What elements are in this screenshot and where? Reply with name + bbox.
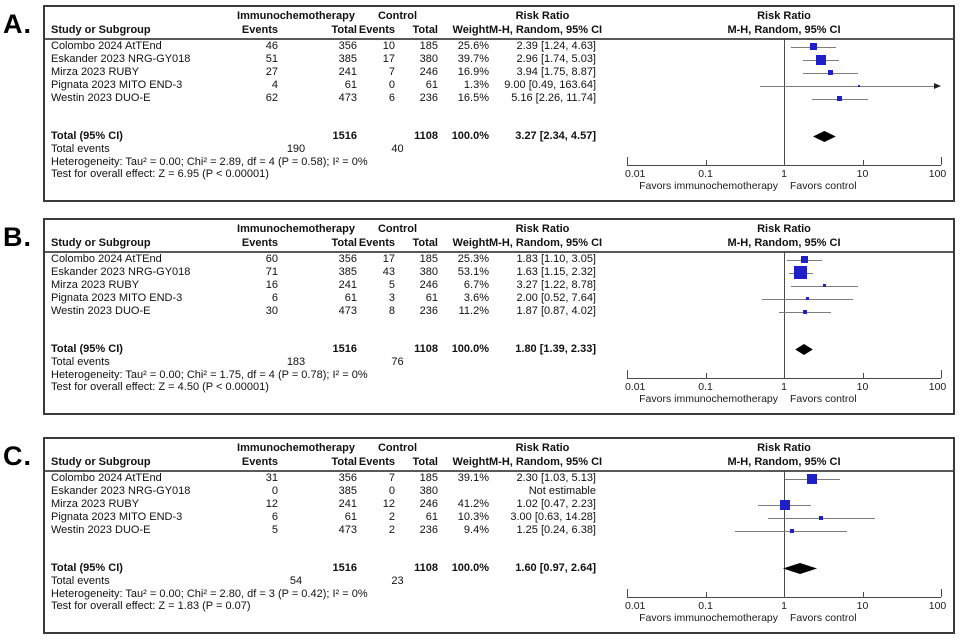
total1-cell: 473 bbox=[338, 92, 357, 104]
panel-label: B. bbox=[3, 222, 32, 252]
ci-text-cell: 3.94 [1.75, 8.87] bbox=[516, 66, 596, 78]
x-axis-line bbox=[627, 165, 941, 166]
total2-cell: 61 bbox=[425, 79, 438, 91]
total2-cell: 185 bbox=[419, 253, 438, 265]
weight-cell: 41.2% bbox=[457, 498, 489, 510]
forest-marker bbox=[780, 500, 790, 510]
total2-cell: 246 bbox=[419, 66, 438, 78]
axis-tick bbox=[863, 160, 864, 165]
weight-cell bbox=[438, 485, 489, 498]
axis-tick bbox=[863, 592, 864, 597]
events1-cell: 6 bbox=[271, 292, 278, 304]
plot-risk-ratio-header: Risk Ratio bbox=[757, 442, 811, 454]
forest-marker bbox=[858, 85, 860, 87]
total1-cell: 241 bbox=[338, 66, 357, 78]
total-label: Total (95% CI) bbox=[51, 130, 123, 142]
column-group-immunochemotherapy: Immunochemotherapy bbox=[237, 223, 355, 235]
column-events1-label: Events bbox=[241, 237, 278, 249]
total2-cell: 380 bbox=[419, 53, 438, 65]
study-name: Mirza 2023 RUBY bbox=[51, 66, 140, 78]
total1-cell: 356 bbox=[338, 40, 357, 52]
column-group-immunochemotherapy: Immunochemotherapy bbox=[237, 442, 355, 454]
total-n2: 1108 bbox=[414, 562, 438, 574]
column-total1-label: Total bbox=[331, 24, 357, 36]
total2-cell: 246 bbox=[419, 498, 438, 510]
overall-effect-text: Test for overall effect: Z = 1.83 (P = 0.07) bbox=[51, 600, 251, 612]
forest-plot-area bbox=[624, 439, 947, 632]
axis-tick-label: 1 bbox=[781, 600, 787, 612]
heterogeneity-text: Heterogeneity: Tau² = 0.00; Chi² = 2.89, df = 4 (P = 0.58); I² = 0% bbox=[51, 156, 368, 168]
study-row bbox=[51, 253, 596, 266]
axis-tick-label: 0.01 bbox=[624, 600, 646, 612]
weight-cell: 25.3% bbox=[457, 253, 489, 265]
total-ci-text: 1.60 [0.97, 2.64] bbox=[515, 562, 596, 574]
forest-marker bbox=[810, 43, 817, 50]
events1-cell: 27 bbox=[265, 66, 278, 78]
ci-arrow-right bbox=[934, 83, 941, 89]
forest-marker bbox=[837, 96, 842, 101]
forest-plot-area bbox=[624, 7, 947, 200]
summary-diamond bbox=[813, 131, 836, 142]
summary-diamond bbox=[795, 344, 813, 355]
events2-cell: 17 bbox=[382, 53, 395, 65]
events1-cell: 46 bbox=[265, 40, 278, 52]
forest-marker bbox=[816, 55, 826, 65]
ci-text-cell: 1.87 [0.87, 4.02] bbox=[516, 305, 596, 317]
axis-tick bbox=[627, 589, 628, 597]
column-total2-label: Total bbox=[412, 24, 438, 36]
total-events2-empty bbox=[357, 343, 395, 356]
study-name: Colombo 2024 AtTEnd bbox=[51, 253, 162, 265]
total2-cell: 236 bbox=[419, 305, 438, 317]
total-events-2: 40 bbox=[391, 143, 404, 155]
null-effect-line bbox=[784, 38, 785, 165]
heterogeneity-text: Heterogeneity: Tau² = 0.00; Chi² = 2.80, df = 3 (P = 0.42); I² = 0% bbox=[51, 588, 368, 600]
events2-cell: 0 bbox=[388, 79, 395, 91]
favors-left-label: Favors immunochemotherapy bbox=[639, 393, 778, 405]
study-row bbox=[51, 524, 596, 537]
events1-cell: 6 bbox=[271, 511, 278, 523]
header-group-row bbox=[51, 223, 596, 236]
ci-text-cell: 3.27 [1.22, 8.78] bbox=[516, 279, 596, 291]
total-events-1: 190 bbox=[286, 143, 306, 155]
favors-left-label: Favors immunochemotherapy bbox=[639, 180, 778, 192]
events2-cell: 43 bbox=[382, 266, 395, 278]
axis-tick bbox=[706, 160, 707, 165]
study-name: Pignata 2023 MITO END-3 bbox=[51, 79, 183, 91]
column-events1-label: Events bbox=[241, 456, 278, 468]
total1-cell: 61 bbox=[344, 511, 357, 523]
events2-cell: 8 bbox=[388, 305, 395, 317]
weight-cell: 53.1% bbox=[457, 266, 489, 278]
total-n2: 1108 bbox=[414, 343, 438, 355]
events2-cell: 10 bbox=[382, 40, 395, 52]
total-events-2: 23 bbox=[391, 575, 404, 587]
ci-text-cell: 9.00 [0.49, 163.64] bbox=[504, 79, 596, 91]
study-row bbox=[51, 292, 596, 305]
events2-cell: 6 bbox=[388, 92, 395, 104]
study-name: Eskander 2023 NRG-GY018 bbox=[51, 53, 191, 65]
total1-cell: 241 bbox=[338, 498, 357, 510]
column-method-label: M-H, Random, 95% CI bbox=[489, 237, 603, 249]
plot-method-header: M-H, Random, 95% CI bbox=[727, 237, 841, 249]
events2-cell: 0 bbox=[388, 485, 395, 497]
header-group-row bbox=[51, 442, 596, 455]
study-name: Eskander 2023 NRG-GY018 bbox=[51, 485, 191, 497]
axis-tick-label: 10 bbox=[856, 381, 869, 393]
forest-marker bbox=[819, 516, 823, 520]
total-label: Total (95% CI) bbox=[51, 343, 123, 355]
axis-tick-label: 0.01 bbox=[624, 381, 646, 393]
axis-tick-label: 100 bbox=[928, 600, 947, 612]
events1-cell: 5 bbox=[271, 524, 278, 536]
ci-text-cell: 2.00 [0.52, 7.64] bbox=[516, 292, 596, 304]
weight-cell: 16.9% bbox=[457, 66, 489, 78]
total-events-1: 54 bbox=[289, 575, 303, 587]
events2-cell: 17 bbox=[382, 253, 395, 265]
total2-cell: 236 bbox=[419, 524, 438, 536]
axis-tick bbox=[784, 592, 785, 597]
column-method-label: M-H, Random, 95% CI bbox=[489, 456, 603, 468]
total2-cell: 236 bbox=[419, 92, 438, 104]
weight-cell: 1.3% bbox=[463, 79, 489, 91]
header-spacer bbox=[51, 10, 235, 23]
total-events1-empty bbox=[235, 130, 278, 143]
study-row bbox=[51, 66, 596, 79]
axis-tick bbox=[941, 370, 942, 378]
total-events-row bbox=[51, 143, 596, 156]
total-events1-empty bbox=[235, 562, 278, 575]
total-n2: 1108 bbox=[414, 130, 438, 142]
total1-cell: 385 bbox=[338, 53, 357, 65]
total-events-2: 76 bbox=[391, 356, 404, 368]
study-row bbox=[51, 53, 596, 66]
total2-cell: 380 bbox=[419, 266, 438, 278]
forest-marker bbox=[823, 284, 826, 287]
favors-right-label: Favors control bbox=[790, 180, 857, 192]
total2-cell: 185 bbox=[419, 472, 438, 484]
plot-method-header: M-H, Random, 95% CI bbox=[727, 456, 841, 468]
column-risk-ratio-label: Risk Ratio bbox=[515, 442, 570, 454]
axis-tick bbox=[784, 373, 785, 378]
total-events2-empty bbox=[357, 130, 395, 143]
column-study-label: Study or Subgroup bbox=[51, 456, 151, 468]
study-name: Eskander 2023 NRG-GY018 bbox=[51, 266, 191, 278]
events1-cell: 62 bbox=[265, 92, 278, 104]
x-axis-line bbox=[627, 378, 941, 379]
axis-tick-label: 0.1 bbox=[698, 600, 713, 612]
total1-cell: 356 bbox=[338, 253, 357, 265]
events2-cell: 3 bbox=[388, 292, 395, 304]
axis-tick bbox=[706, 373, 707, 378]
total-n1: 1516 bbox=[332, 343, 357, 355]
ci-text-cell: 1.02 [0.47, 2.23] bbox=[516, 498, 596, 510]
events2-cell: 12 bbox=[382, 498, 395, 510]
ci-text-cell: 1.83 [1.10, 3.05] bbox=[516, 253, 596, 265]
total-n1: 1516 bbox=[332, 562, 357, 574]
ci-text-cell: 2.39 [1.24, 4.63] bbox=[516, 40, 596, 52]
favors-right-label: Favors control bbox=[790, 393, 857, 405]
study-row bbox=[51, 472, 596, 485]
total-label: Total (95% CI) bbox=[51, 562, 123, 574]
events1-cell: 71 bbox=[265, 266, 278, 278]
study-name: Pignata 2023 MITO END-3 bbox=[51, 511, 183, 523]
total1-cell: 61 bbox=[344, 292, 357, 304]
panel-box bbox=[43, 218, 955, 415]
x-axis-line bbox=[627, 597, 941, 598]
study-name: Westin 2023 DUO-E bbox=[51, 92, 151, 104]
axis-tick bbox=[706, 592, 707, 597]
total-events2-empty bbox=[357, 562, 395, 575]
column-method-label: M-H, Random, 95% CI bbox=[489, 24, 603, 36]
weight-cell: 25.6% bbox=[457, 40, 489, 52]
axis-tick bbox=[784, 160, 785, 165]
ci-text-cell: 1.25 [0.24, 6.38] bbox=[516, 524, 596, 536]
events1-cell: 16 bbox=[265, 279, 278, 291]
total1-cell: 241 bbox=[338, 279, 357, 291]
events1-cell: 0 bbox=[271, 485, 278, 497]
column-total1-label: Total bbox=[331, 237, 357, 249]
total-events-row bbox=[51, 575, 596, 588]
total-ci-text: 1.80 [1.39, 2.33] bbox=[515, 343, 596, 355]
plot-risk-ratio-header: Risk Ratio bbox=[757, 223, 811, 235]
heterogeneity-text: Heterogeneity: Tau² = 0.00; Chi² = 1.75, df = 4 (P = 0.78); I² = 0% bbox=[51, 369, 368, 381]
weight-cell: 39.7% bbox=[457, 53, 489, 65]
ci-line bbox=[760, 86, 934, 87]
panel-label: C. bbox=[3, 441, 32, 471]
header-group-row bbox=[51, 10, 596, 23]
events2-cell: 5 bbox=[388, 279, 395, 291]
study-name: Westin 2023 DUO-E bbox=[51, 305, 151, 317]
events2-cell: 2 bbox=[388, 524, 395, 536]
column-weight-label: Weight bbox=[452, 237, 489, 249]
total2-cell: 380 bbox=[419, 485, 438, 497]
study-row bbox=[51, 79, 596, 92]
total-row bbox=[51, 130, 596, 143]
panel-box bbox=[43, 5, 955, 202]
axis-tick-label: 0.01 bbox=[624, 168, 646, 180]
panel-box bbox=[43, 437, 955, 634]
forest-panel bbox=[0, 437, 966, 637]
weight-cell: 39.1% bbox=[457, 472, 489, 484]
plot-risk-ratio-header: Risk Ratio bbox=[757, 10, 811, 22]
total1-cell: 356 bbox=[338, 472, 357, 484]
forest-marker bbox=[807, 474, 817, 484]
study-row bbox=[51, 266, 596, 279]
study-name: Mirza 2023 RUBY bbox=[51, 279, 140, 291]
ci-text-cell: Not estimable bbox=[528, 485, 596, 497]
header-columns-row bbox=[51, 456, 603, 469]
axis-tick-label: 1 bbox=[781, 381, 787, 393]
study-name: Mirza 2023 RUBY bbox=[51, 498, 140, 510]
study-name: Colombo 2024 AtTEnd bbox=[51, 472, 162, 484]
null-effect-line bbox=[784, 251, 785, 378]
axis-tick bbox=[941, 157, 942, 165]
weight-cell: 16.5% bbox=[457, 92, 489, 104]
column-events2-label: Events bbox=[358, 237, 395, 249]
events2-cell: 7 bbox=[388, 472, 395, 484]
total2-cell: 61 bbox=[425, 292, 438, 304]
total-row bbox=[51, 343, 596, 356]
total-ci-text: 3.27 [2.34, 4.57] bbox=[515, 130, 596, 142]
forest-panel bbox=[0, 5, 966, 205]
weight-cell: 10.3% bbox=[457, 511, 489, 523]
header-columns-row bbox=[51, 237, 603, 250]
axis-tick bbox=[941, 589, 942, 597]
total-row bbox=[51, 562, 596, 575]
events1-cell: 30 bbox=[265, 305, 278, 317]
total-events-label: Total events bbox=[51, 575, 110, 587]
forest-plot-area bbox=[624, 220, 947, 413]
plot-method-header: M-H, Random, 95% CI bbox=[727, 24, 841, 36]
axis-tick-label: 1 bbox=[781, 168, 787, 180]
favors-right-label: Favors control bbox=[790, 612, 857, 624]
header-spacer bbox=[51, 223, 235, 236]
column-group-control: Control bbox=[377, 442, 418, 454]
weight-cell: 6.7% bbox=[463, 279, 489, 291]
column-events1-label: Events bbox=[241, 24, 278, 36]
column-weight-label: Weight bbox=[452, 24, 489, 36]
total-n1: 1516 bbox=[332, 130, 357, 142]
events1-cell: 12 bbox=[265, 498, 278, 510]
forest-marker bbox=[806, 297, 809, 300]
total-weight: 100.0% bbox=[451, 343, 489, 355]
header-spacer bbox=[438, 442, 489, 455]
ci-text-cell: 2.30 [1.03, 5.13] bbox=[516, 472, 596, 484]
study-row bbox=[51, 511, 596, 524]
total-weight: 100.0% bbox=[451, 562, 489, 574]
events2-cell: 7 bbox=[388, 66, 395, 78]
total1-cell: 61 bbox=[344, 79, 357, 91]
forest-marker bbox=[828, 70, 833, 75]
events1-cell: 60 bbox=[265, 253, 278, 265]
total2-cell: 61 bbox=[425, 511, 438, 523]
overall-effect-text: Test for overall effect: Z = 6.95 (P < 0.00001) bbox=[51, 168, 269, 180]
study-row bbox=[51, 485, 596, 498]
forest-panel bbox=[0, 218, 966, 418]
study-name: Westin 2023 DUO-E bbox=[51, 524, 151, 536]
weight-cell: 11.2% bbox=[458, 305, 489, 317]
axis-tick-label: 100 bbox=[928, 168, 947, 180]
total2-cell: 246 bbox=[419, 279, 438, 291]
total1-cell: 385 bbox=[338, 485, 357, 497]
forest-marker bbox=[790, 529, 794, 533]
column-events2-label: Events bbox=[358, 456, 395, 468]
total-events-label: Total events bbox=[51, 143, 110, 155]
column-total2-label: Total bbox=[412, 456, 438, 468]
header-spacer bbox=[438, 223, 489, 236]
events1-cell: 51 bbox=[265, 53, 278, 65]
axis-tick bbox=[627, 370, 628, 378]
null-effect-line bbox=[784, 470, 785, 597]
total1-cell: 385 bbox=[338, 266, 357, 278]
total2-cell: 185 bbox=[419, 40, 438, 52]
ci-text-cell: 1.63 [1.15, 2.32] bbox=[516, 266, 596, 278]
axis-tick bbox=[627, 157, 628, 165]
column-study-label: Study or Subgroup bbox=[51, 237, 151, 249]
column-group-control: Control bbox=[377, 10, 418, 22]
weight-cell: 3.6% bbox=[463, 292, 489, 304]
total1-cell: 473 bbox=[338, 305, 357, 317]
column-study-label: Study or Subgroup bbox=[51, 24, 151, 36]
total-events1-empty bbox=[235, 343, 278, 356]
ci-text-cell: 3.00 [0.63, 14.28] bbox=[510, 511, 596, 523]
total-events-row bbox=[51, 356, 596, 369]
column-weight-label: Weight bbox=[452, 456, 489, 468]
column-total2-label: Total bbox=[412, 237, 438, 249]
column-group-control: Control bbox=[377, 223, 418, 235]
events1-cell: 31 bbox=[265, 472, 278, 484]
ci-text-cell: 5.16 [2.26, 11.74] bbox=[511, 92, 596, 104]
study-row bbox=[51, 40, 596, 53]
events2-cell: 2 bbox=[388, 511, 395, 523]
total-weight: 100.0% bbox=[451, 130, 489, 142]
column-risk-ratio-label: Risk Ratio bbox=[515, 223, 570, 235]
overall-effect-text: Test for overall effect: Z = 4.50 (P < 0.00001) bbox=[51, 381, 269, 393]
forest-marker bbox=[801, 256, 808, 263]
summary-diamond bbox=[783, 563, 817, 574]
study-row bbox=[51, 305, 596, 318]
total-events-1: 183 bbox=[286, 356, 306, 368]
header-spacer bbox=[438, 10, 489, 23]
study-name: Pignata 2023 MITO END-3 bbox=[51, 292, 183, 304]
total1-cell: 473 bbox=[338, 524, 357, 536]
total-events-label: Total events bbox=[51, 356, 110, 368]
axis-tick-label: 10 bbox=[856, 600, 869, 612]
ci-text-cell: 2.96 [1.74, 5.03] bbox=[516, 53, 596, 65]
header-spacer bbox=[51, 442, 235, 455]
study-row bbox=[51, 92, 596, 105]
column-events2-label: Events bbox=[358, 24, 395, 36]
axis-tick-label: 100 bbox=[928, 381, 947, 393]
header-columns-row bbox=[51, 24, 603, 37]
axis-tick-label: 0.1 bbox=[698, 381, 713, 393]
events1-cell: 4 bbox=[271, 79, 278, 91]
study-row bbox=[51, 279, 596, 292]
forest-marker bbox=[794, 266, 807, 279]
panel-label: A. bbox=[3, 9, 32, 39]
forest-marker bbox=[803, 310, 807, 314]
axis-tick-label: 0.1 bbox=[698, 168, 713, 180]
axis-tick-label: 10 bbox=[856, 168, 869, 180]
column-group-immunochemotherapy: Immunochemotherapy bbox=[237, 10, 355, 22]
favors-left-label: Favors immunochemotherapy bbox=[639, 612, 778, 624]
study-name: Colombo 2024 AtTEnd bbox=[51, 40, 162, 52]
column-risk-ratio-label: Risk Ratio bbox=[515, 10, 570, 22]
column-total1-label: Total bbox=[331, 456, 357, 468]
study-row bbox=[51, 498, 596, 511]
weight-cell: 9.4% bbox=[463, 524, 489, 536]
axis-tick bbox=[863, 373, 864, 378]
